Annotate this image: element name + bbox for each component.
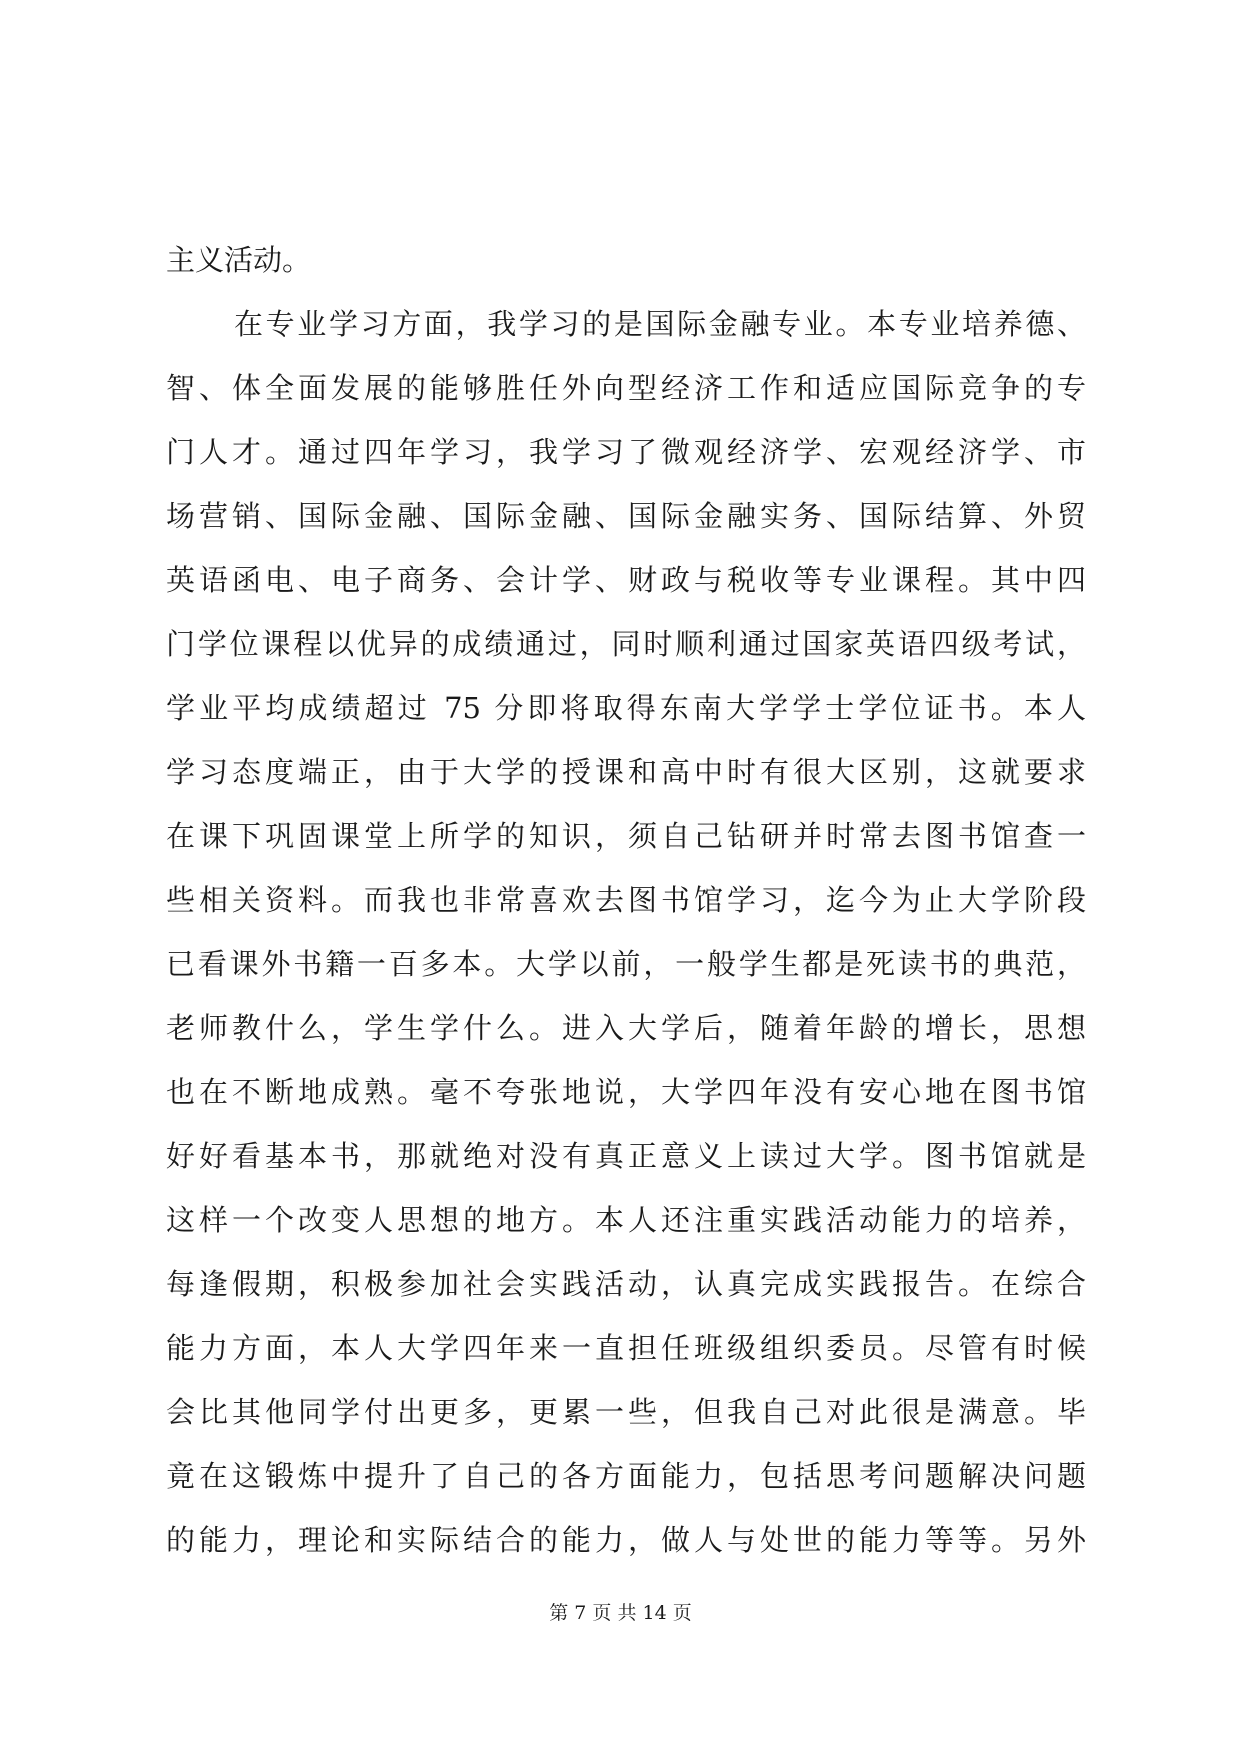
text-line: 的能力，理论和实际结合的能力，做人与处世的能力等等。另外 [166, 1523, 1086, 1557]
text-line: 些相关资料。而我也非常喜欢去图书馆学习，迄今为止大学阶段 [166, 883, 1086, 917]
text-line: 学业平均成绩超过 75 分即将取得东南大学学士学位证书。本人 [166, 691, 1086, 725]
text-line: 英语函电、电子商务、会计学、财政与税收等专业课程。其中四 [166, 563, 1086, 597]
text-line: 智、体全面发展的能够胜任外向型经济工作和适应国际竞争的专 [166, 371, 1086, 405]
text-line: 门人才。通过四年学习，我学习了微观经济学、宏观经济学、市 [166, 435, 1086, 469]
text-line: 每逢假期，积极参加社会实践活动，认真完成实践报告。在综合 [166, 1267, 1086, 1301]
text-line: 会比其他同学付出更多，更累一些，但我自己对此很是满意。毕 [166, 1395, 1086, 1429]
text-line: 在课下巩固课堂上所学的知识，须自己钻研并时常去图书馆查一 [166, 819, 1086, 853]
text-line: 场营销、国际金融、国际金融、国际金融实务、国际结算、外贸 [166, 499, 1086, 533]
text-line: 已看课外书籍一百多本。大学以前，一般学生都是死读书的典范， [166, 947, 1086, 981]
text-line: 能力方面，本人大学四年来一直担任班级组织委员。尽管有时候 [166, 1331, 1086, 1365]
text-line: 主义活动。 [166, 243, 312, 277]
text-line: 学习态度端正，由于大学的授课和高中时有很大区别，这就要求 [166, 755, 1086, 789]
text-line: 老师教什么，学生学什么。进入大学后，随着年龄的增长，思想 [166, 1011, 1086, 1045]
page-number-footer: 第 7 页 共 14 页 [549, 1602, 692, 1624]
text-line: 门学位课程以优异的成绩通过，同时顺利通过国家英语四级考试， [166, 627, 1086, 661]
document-body [166, 228, 1086, 1572]
text-line: 也在不断地成熟。毫不夸张地说，大学四年没有安心地在图书馆 [166, 1075, 1086, 1109]
text-line: 竟在这锻炼中提升了自己的各方面能力，包括思考问题解决问题 [166, 1459, 1086, 1493]
paragraph-first-line: 在专业学习方面，我学习的是国际金融专业。本专业培养德、 [234, 307, 1086, 341]
text-line: 这样一个改变人思想的地方。本人还注重实践活动能力的培养， [166, 1203, 1086, 1237]
text-line: 好好看基本书，那就绝对没有真正意义上读过大学。图书馆就是 [166, 1139, 1086, 1173]
